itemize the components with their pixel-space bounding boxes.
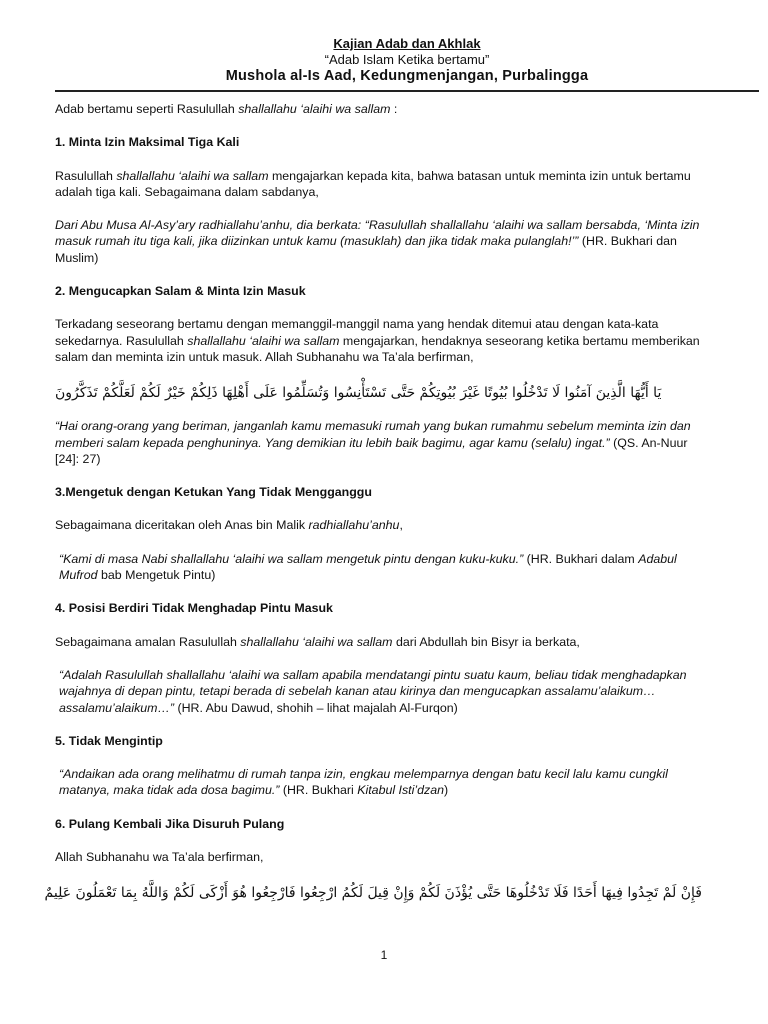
section-6-arabic-verse: فَإِنْ لَمْ تَجِدُوا فِيهَا أَحَدًا فَلَا تَدْخُلُوهَا حَتَّى يُؤْذَنَ لَكُمْ وَإِنْ قِيلَ لَكُمُ ارْجِعُوا فَارْجِعُوا هُوَ أَزْكَى لَكُمْ وَاللَّهُ بِمَا تَعْمَلُونَ عَلِيمٌ — [44, 885, 702, 902]
section-3-hadith-quote: “Kami di masa Nabi shallallahu ‘alaihi wa sallam mengetuk pintu dengan kuku-kuku.” (HR. Bukhari dalam Adabul Mufrod bab Mengetuk Pintu) — [59, 551, 677, 583]
section-2-translation-quote: “Hai orang-orang yang beriman, janganlah kamu memasuki rumah yang bukan rumahmu sebelum meminta izin dan memberi salam kepada penghuninya. Yang demikian itu lebih baik bagimu, agar kamu (selalu) ingat.” (QS. An-Nuur [24]: 27) — [55, 419, 691, 466]
section-1-hadith-quote: Dari Abu Musa Al-Asy’ary radhiallahu’anhu, dia berkata: “Rasulullah shallallahu ‘alaihi wa sallam bersabda, ‘Minta izin masuk rumah itu tiga kali, jika diizinkan untuk kamu (masuklah) dan jika tidak maka pulanglah!’” (HR. Bukhari dan Muslim) — [55, 218, 700, 265]
section-1-heading: 1. Minta Izin Maksimal Tiga Kali — [55, 135, 240, 150]
page-number: 1 — [380, 948, 388, 962]
section-2-heading: 2. Mengucapkan Salam & Minta Izin Masuk — [55, 284, 306, 299]
document-body — [44, 101, 702, 918]
section-4-heading: 4. Posisi Berdiri Tidak Menghadap Pintu Masuk — [55, 601, 333, 616]
section-6-heading: 6. Pulang Kembali Jika Disuruh Pulang — [55, 816, 285, 831]
intro-paragraph: Adab bertamu seperti Rasulullah shallallahu ‘alaihi wa sallam : — [55, 102, 398, 116]
header-divider — [55, 90, 759, 92]
section-3-heading: 3.Mengetuk dengan Ketukan Yang Tidak Mengganggu — [55, 485, 372, 500]
header-place: Mushola al-Is Aad, Kedungmenjangan, Purbalingga — [225, 68, 589, 84]
header-subtitle: “Adab Islam Ketika bertamu” — [324, 52, 490, 67]
header-title: Kajian Adab dan Akhlak — [333, 36, 481, 51]
section-4-hadith-quote: “Adalah Rasulullah shallallahu ‘alaihi wa sallam apabila mendatangi pintu suatu kaum, beliau tidak menghadapkan wajahnya di depan pintu, tetapi berada di sebelah kanan atau kirinya dan mengucapkan assalamu’alaikum… assalamu’alaikum…” (HR. Abu Dawud, shohih – lihat majalah Al-Furqon) — [59, 667, 687, 715]
section-5-hadith-quote: “Andaikan ada orang melihatmu di rumah tanpa izin, engkau melemparnya dengan batu kecil lalu kamu cungkil matanya, maka tidak ada dosa bagimu.” (HR. Bukhari Kitabul Isti’dzan) — [59, 767, 668, 798]
section-4-paragraph: Sebagaimana amalan Rasulullah shallallahu ‘alaihi wa sallam dari Abdullah bin Bisyr ia berkata, — [55, 634, 580, 649]
document-header — [55, 36, 759, 85]
section-6-paragraph: Allah Subhanahu wa Ta’ala berfirman, — [55, 850, 264, 865]
section-5-heading: 5. Tidak Mengintip — [55, 733, 163, 748]
section-2-arabic-verse: يَا أَيُّهَا الَّذِينَ آمَنُوا لَا تَدْخُلُوا بُيُوتًا غَيْرَ بُيُوتِكُمْ حَتَّى تَسْتَأْنِسُوا وَتُسَلِّمُوا عَلَى أَهْلِهَا ذَلِكُمْ خَيْرٌ لَكُمْ لَعَلَّكُمْ تَذَكَّرُونَ — [55, 385, 662, 402]
section-1-paragraph: Rasulullah shallallahu ‘alaihi wa sallam mengajarkan kepada kita, bahwa batasan untuk meminta izin untuk bertamu adalah tiga kali. Sebagaimana dalam sabdanya, — [55, 168, 691, 199]
section-3-paragraph: Sebagaimana diceritakan oleh Anas bin Malik radhiallahu’anhu, — [55, 518, 403, 533]
section-2-paragraph: Terkadang seseorang bertamu dengan memanggil-manggil nama yang hendak ditemui atau dengan kata-kata sekedarnya. Rasulullah shallallahu ‘alaihi wa sallam mengajarkan, hendaknya seseorang ketika bertamu memberikan salam dan meminta izin untuk masuk. Allah Subhanahu wa Ta’ala berfirman, — [55, 317, 700, 364]
